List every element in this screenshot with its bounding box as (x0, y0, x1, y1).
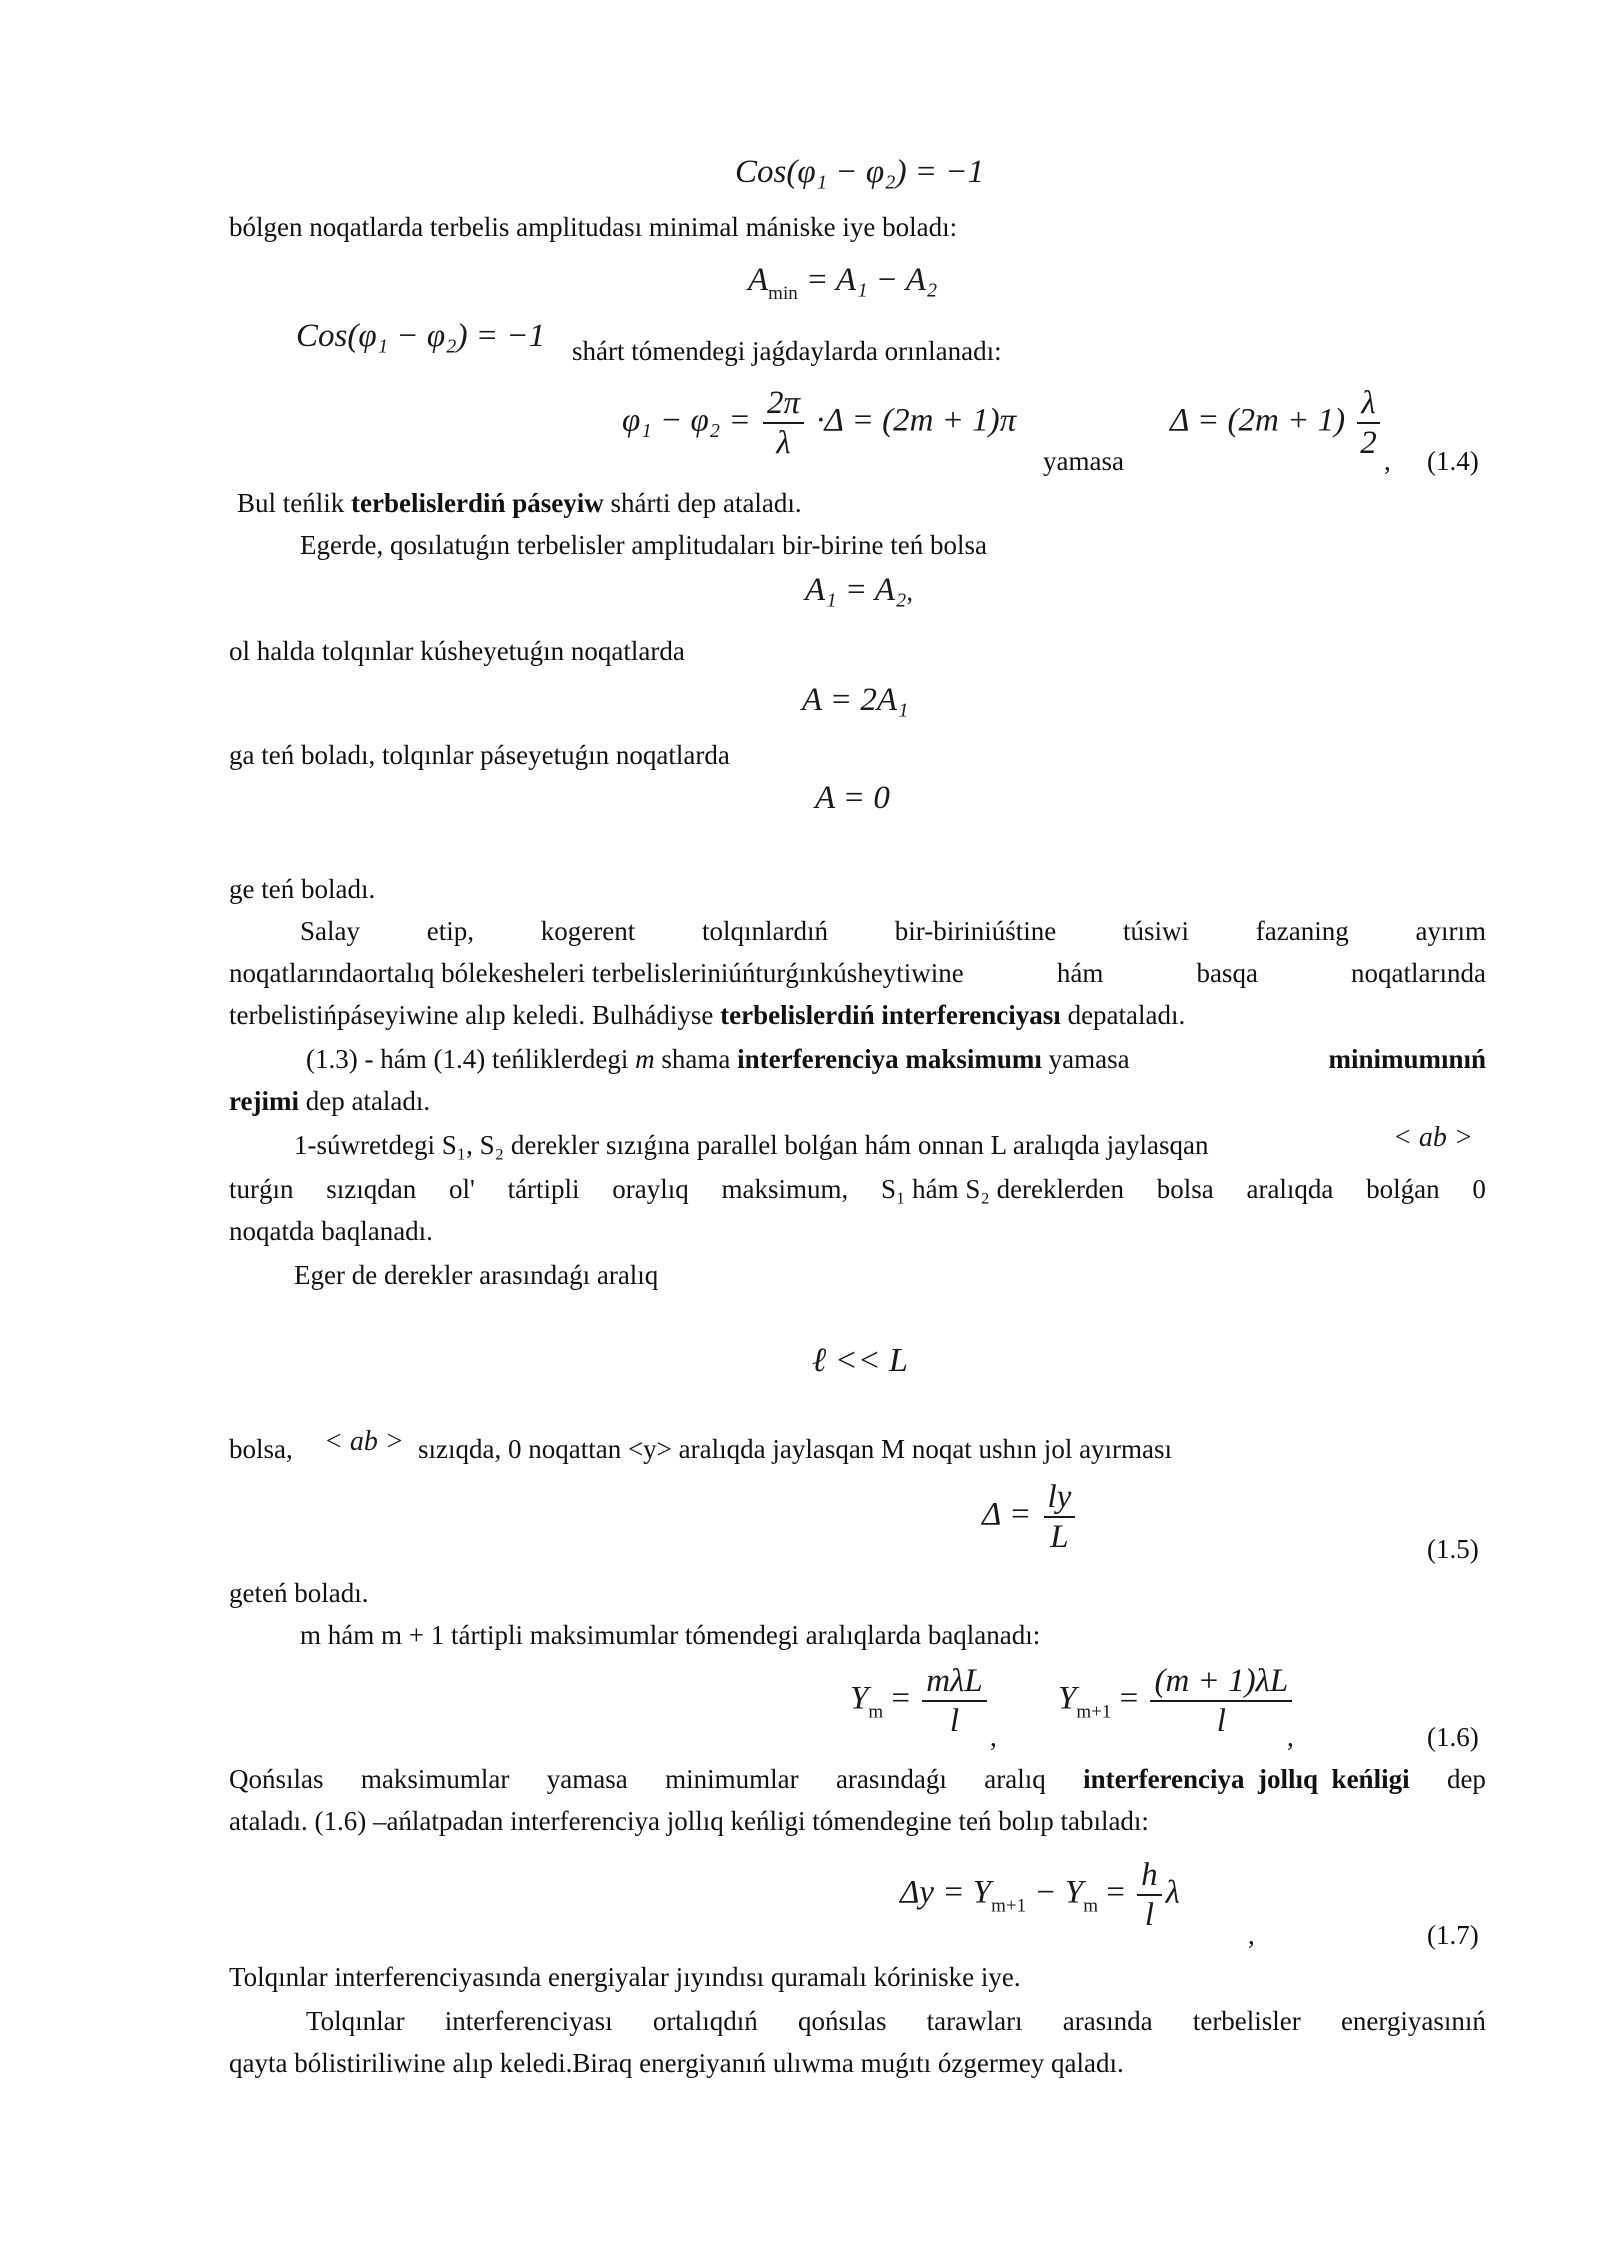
equation-number: (1.7) (1427, 1920, 1479, 1950)
formula-cos-condition: Cos(φ₁ − φ₂) = −1 (296, 318, 546, 354)
equation-number: (1.6) (1427, 1722, 1479, 1752)
text-line: bólgen noqatlarda terbelis amplitudası minimal mániske iye boladı: (229, 212, 958, 242)
paragraph-line: Salay etip, kogerent tolqınlardıń bir-biriniúśtine túsiwi fazaning ayırım (300, 916, 1486, 946)
formula-a-2a1: A = 2A₁ (802, 682, 909, 718)
text-line: ga teń boladı, tolqınlar páseyetuǵın noqatlarda (229, 740, 730, 770)
text-line: sızıqda, 0 noqattan <y> aralıqda jaylasqan M noqat ushın jol ayırması (418, 1434, 1173, 1464)
paragraph-line: noqatlarındaortalıq bólekesheleri terbelisleriniúńturǵınkúsheytiwine hám basqa noqatlarında (229, 958, 1486, 988)
text-line: Egerde, qosılatuǵın terbelisler amplitudaları bir-birine teń bolsa (300, 530, 987, 560)
paragraph-line: (1.3) - hám (1.4) teńliklerdegi m shama interferenciya maksimumı yamasa minimumınıń (306, 1044, 1486, 1074)
formula-1-4-left: φ₁ − φ₂ = $\frac{2\pi}{\lambda}$ ·Δ = (2m + 1)π (622, 385, 1017, 461)
text-line: bolsa, (229, 1434, 293, 1464)
text-line: m hám m + 1 tártipli maksimumlar tómendegi aralıqlarda baqlanadı: (300, 1620, 1041, 1650)
paragraph-line: noqatda baqlanadı. (229, 1216, 433, 1246)
text-line: ge teń boladı. (229, 874, 376, 904)
text-line: geteń boladı. (229, 1578, 369, 1608)
formula-cos-phase: Cos(φ₁ − φ₂) = −1 (735, 154, 985, 190)
paragraph-line: 1-súwretdegi S₁, S₂ derekler sızıǵına parallel bolǵan hám onnan L aralıqda jaylasqan (294, 1130, 1209, 1160)
paragraph-line: terbelistińpáseyiwine alıp keledi. Bulhádiyse terbelislerdiń interferenciyası depataladı. (229, 1000, 1186, 1030)
paragraph-line: turǵın sızıqdan ol' tártipli oraylıq maksimum, S₁ hám S₂ dereklerden bolsa aralıqda bolǵan 0 (229, 1174, 1486, 1204)
formula-a-zero: A = 0 (815, 780, 890, 816)
formula-a1-eq-a2: A₁ = A₂, (805, 572, 913, 608)
formula-ab: < ab > (1393, 1122, 1473, 1153)
text-line: Tolqınlar interferenciyasında energiyalar jıyındısı quramalı kóriniske iye. (229, 1962, 1021, 1992)
formula-amin: $A_{min} = A_1 - A_2$ (748, 262, 938, 304)
formula-ab: < ab > (324, 1426, 404, 1457)
formula-l-less-L: ℓ << L (812, 1342, 908, 1379)
formula-1-6-ym1: $Y_{m+1}$ = $\frac{(m + 1)\lambda L}{l}$ (1058, 1662, 1296, 1740)
comma: , (1287, 1722, 1294, 1752)
text-yamasa: yamasa (1043, 446, 1124, 476)
paragraph-line: Qońsılas maksimumlar yamasa minimumlar arasındaǵı aralıq interferenciya jollıq keńligi dep (229, 1764, 1486, 1794)
equation-number: (1.5) (1427, 1534, 1479, 1564)
text-line: shárt tómendegi jaǵdaylarda orınlanadı: (572, 336, 1002, 366)
paragraph-line: Tolqınlar interferenciyası ortalıqdıń qońsılas tarawları arasında terbelisler energiyasınıń (306, 2006, 1486, 2036)
text-line: Eger de derekler arasındaǵı aralıq (294, 1260, 659, 1290)
comma: , (1384, 446, 1391, 476)
text-line: Bul teńlik terbelislerdiń páseyiw shárti dep ataladı. (237, 488, 802, 518)
comma: , (1248, 1920, 1255, 1950)
paragraph-line: rejimi dep ataladı. (229, 1086, 431, 1116)
formula-1-6-ym: $Y_m$ = $\frac{\text{mλL}}{l}$ (850, 1662, 991, 1740)
text-line: ol halda tolqınlar kúsheyetuǵın noqatlarda (229, 636, 685, 666)
formula-1-7: $\Delta y = Y_{m+1} - Y_m$ = $\frac{h}{l}$ λ (900, 1857, 1180, 1933)
paragraph-line: qayta bólistiriliwine alıp keledi.Biraq energiyanıń ulıwma muǵıtı ózgermey qaladı. (229, 2048, 1124, 2078)
equation-number: (1.4) (1427, 446, 1479, 476)
paragraph-line: ataladı. (1.6) –ańlatpadan interferenciya jollıq keńligi tómendegine teń bolıp tabıladı: (229, 1806, 1149, 1836)
formula-1-4-right: Δ = (2m + 1) $\frac{\lambda}{2}$ (1170, 384, 1384, 462)
comma: , (990, 1722, 997, 1752)
formula-1-5: Δ = $\frac{ly}{L}$ (982, 1478, 1079, 1556)
